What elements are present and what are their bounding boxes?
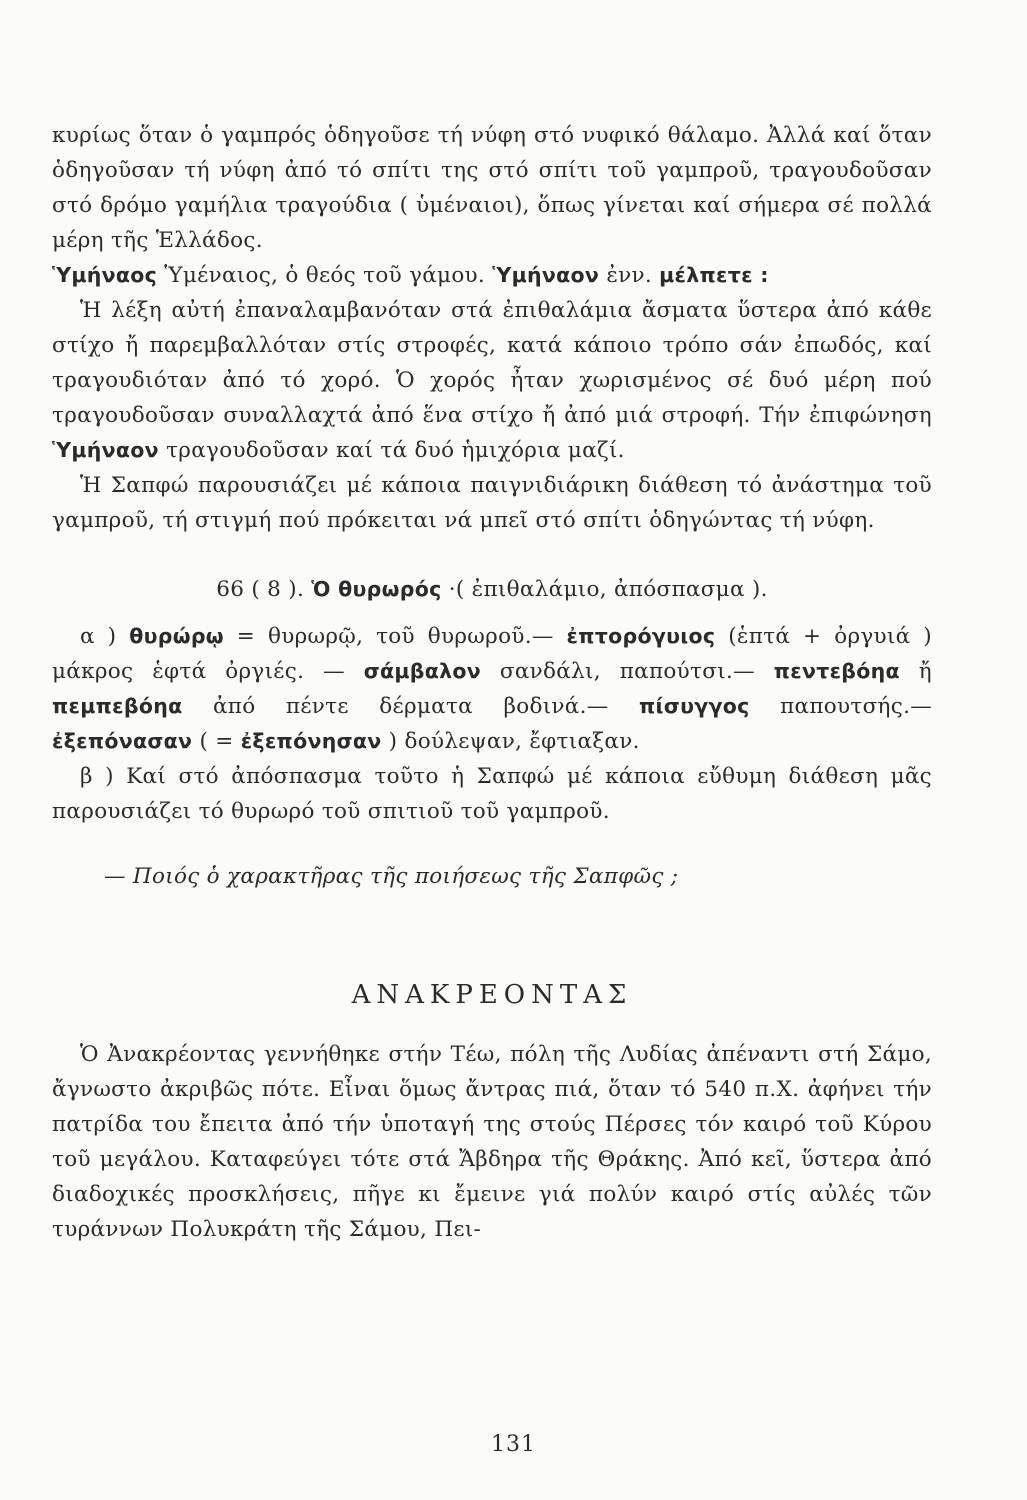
- refrain-text: Ἡ λέξη αὐτή ἐπαναλαμβανόταν στά ἐπιθαλάμια ἄσματα ὕστερα ἀπό κάθε στίχο ἤ παρεμβαλλόταν στίς στροφές, κατά κάποιο τρόπο σάν ἐπωδός, καί τραγουδιόταν ἀπό τό χορό. Ὁ χορός ἦταν χωρισμένος σέ δυό μέρη πού τραγουδοῦσαν συναλλαχτά ἀπό ἕνα στίχο ἤ ἀπό μιά στροφή. Τήν ἐπιφώνηση: [52, 298, 932, 428]
- gloss-term: σάμβαλον: [363, 659, 482, 683]
- gloss-term: Ὑμήναον: [492, 263, 600, 287]
- gloss-label: α ): [80, 624, 117, 649]
- gloss-definition: ) δούλεψαν, ἔφτιαξαν.: [388, 729, 640, 754]
- poem-title: Ὁ θυρωρός: [311, 577, 442, 601]
- gloss-term: μέλπετε :: [659, 263, 769, 287]
- paragraph-refrain: [52, 293, 932, 468]
- gloss-definition: ( =: [199, 729, 234, 754]
- refrain-text-end: τραγουδοῦσαν καί τά δυό ἡμιχόρια μαζί.: [166, 438, 625, 463]
- paragraph-wedding-songs: κυρίως ὅταν ὁ γαμπρός ὁδηγοῦσε τή νύφη στό νυφικό θάλαμο. Ἀλλά καί ὅταν ὁδηγοῦσαν τή νύφη ἀπό τό σπίτι της στό σπίτι τοῦ γαμπροῦ, τραγουδοῦσαν στό δρόμο γαμήλια τραγούδια ( ὑμέναιοι), ὅπως γίνεται καί σήμερα σέ πολλά μέρη τῆς Ἑλλάδος.: [52, 123, 932, 253]
- gloss-definition: Ὑμέναιος, ὁ θεός τοῦ γάμου.: [164, 263, 486, 288]
- gloss-term: πεντεβόηα: [773, 659, 900, 683]
- gloss-term: ἐξεπόνασαν: [52, 729, 193, 753]
- poem-heading: [52, 572, 932, 607]
- poem-number: 66 ( 8 ).: [216, 577, 305, 602]
- poem-subtitle: ·( ἐπιθαλάμιο, ἀπόσπασμα ).: [448, 577, 768, 602]
- gloss-definition: ἤ: [918, 659, 932, 684]
- page-number: 131: [491, 1432, 536, 1457]
- gloss-term: Ὑμήναον: [52, 438, 159, 462]
- gloss-term: ἐξεπόνησαν: [240, 729, 382, 753]
- glossary-b: β ) Καί στό ἀπόσπασμα τοῦτο ἡ Σαπφώ μέ κάποια εὔθυμη διάθεση μᾶς παρουσιάζει τό θυρωρό τοῦ σπιτιοῦ τοῦ γαμπροῦ.: [52, 764, 932, 824]
- glossary-a: [52, 619, 932, 759]
- gloss-term: πίσυγγος: [639, 694, 750, 718]
- gloss-definition: = θυρωρῷ, τοῦ θυρωροῦ.—: [236, 624, 554, 649]
- paragraph-sappho-groom: Ἡ Σαπφώ παρουσιάζει μέ κάποια παιγνιδιάρικη διάθεση τό ἀνάστημα τοῦ γαμπροῦ, τή στιγμή πού πρόκειται νά μπεῖ στό σπίτι ὁδηγώντας τή νύφη.: [52, 473, 932, 533]
- page-body: [52, 118, 932, 1247]
- gloss-hymenaios: [52, 258, 932, 293]
- paragraph-anacreon: Ὁ Ἀνακρέοντας γεννήθηκε στήν Τέω, πόλη τῆς Λυδίας ἀπέναντι στή Σάμο, ἄγνωστο ἀκριβῶς πότε. Εἶναι ὅμως ἄντρας πιά, ὅταν τό 540 π.Χ. ἀφήνει τήν πατρίδα του ἔπειτα ἀπό τήν ὑποταγή της στούς Πέρσες τόν καιρό τοῦ Κύρου τοῦ μεγάλου. Καταφεύγει τότε στά Ἄβδηρα τῆς Θράκης. Ἀπό κεῖ, ὕστερα ἀπό διαδοχικές προσκλήσεις, πῆγε κι ἔμεινε γιά πολύν καιρό στίς αὐλές τῶν τυράννων Πολυκράτη τῆς Σάμου, Πει-: [52, 1042, 932, 1242]
- gloss-definition: παπουτσής.—: [780, 694, 933, 719]
- gloss-term: πεμπεβόηα: [52, 694, 183, 718]
- gloss-definition: ἀπό πέντε δέρματα βοδινά.—: [212, 694, 609, 719]
- study-question: — Ποιός ὁ χαρακτῆρας τῆς ποιήσεως τῆς Σαπφῶς ;: [104, 864, 679, 889]
- gloss-term: θυρώρῳ: [129, 624, 224, 648]
- gloss-term: ἐπτορόγυιος: [566, 624, 716, 648]
- chapter-title: ΑΝΑΚΡΕΟΝΤΑΣ: [351, 980, 633, 1010]
- gloss-term: Ὑμήναος: [52, 263, 158, 287]
- gloss-abbrev: ἐνν.: [606, 263, 653, 288]
- gloss-definition: (ἑπτά + ὀργυιά ) μάκρος ἑφτά ὀργιές. —: [52, 624, 932, 684]
- gloss-definition: σανδάλι, παπούτσι.—: [499, 659, 755, 684]
